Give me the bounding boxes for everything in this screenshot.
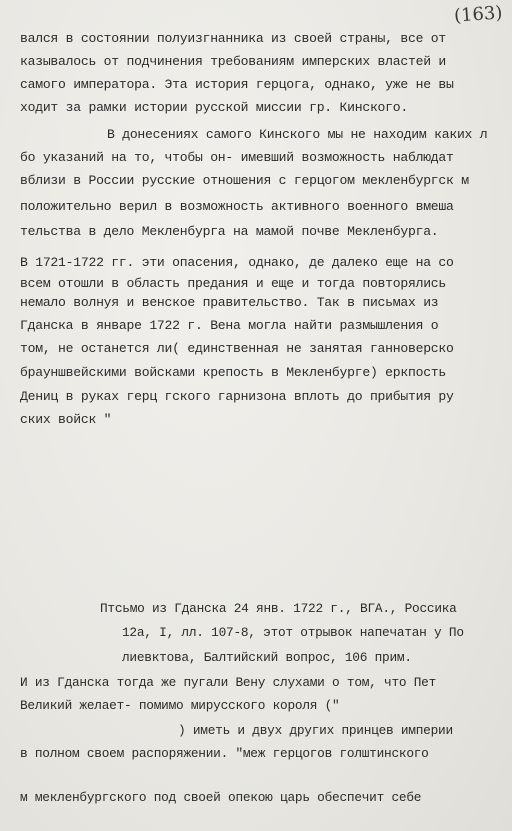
text-line-15: брауншвейскими войсками крепость в Мекленбурге) еркпость: [20, 365, 447, 380]
footnote-line-4: И из Гданска тогда же пугали Вену слухами о том, что Пет: [20, 675, 437, 690]
text-line-4: ходит за рамки истории русской миссии гр. Кинского.: [20, 100, 408, 115]
text-line-12: немало волнуя и венское правительство. Так в письмах из: [20, 295, 439, 310]
text-line-1: вался в состоянии полуизгнанника из своей страны, все от: [20, 31, 447, 46]
text-line-11: всем отошли в область предания и еще и тогда повторялись: [20, 276, 447, 291]
text-line-14: том, не останется ли( единственная не занятая ганноверско: [20, 341, 454, 356]
page-number: (163): [452, 2, 503, 27]
footnote-line-3: лиевктова, Балтийский вопрос, 106 прим.: [122, 650, 412, 665]
text-line-2: казывалось от подчинения требованиям имперских властей и: [20, 54, 447, 69]
footnote-line-8: м мекленбургского под своей опекою царь обеспечит себе: [20, 790, 422, 805]
text-line-6: бо указаний на то, чтобы он- имевший возможность наблюдат: [20, 150, 454, 165]
text-line-7: вблизи в России русские отношения с герцогом мекленбургск м: [20, 173, 469, 188]
text-line-13: Гданска в январе 1722 г. Вена могла найти размышления о: [20, 318, 439, 333]
text-line-3: самого императора. Эта история герцога, однако, уже не вы: [20, 77, 454, 92]
text-line-10: В 1721-1722 гг. эти опасения, однако, де далеко еще на со: [20, 255, 454, 270]
text-line-16: Дениц в руках герц гского гарнизона вплоть до прибытия ру: [20, 389, 454, 404]
text-line-17: ских войск ": [20, 412, 112, 427]
text-line-5: В донесениях самого Кинского мы не находим каких л: [107, 127, 488, 142]
text-line-8: положительно верил в возможность активного военного вмеша: [20, 199, 454, 214]
footnote-line-5: Великий желает- помимо мирусского короля (": [20, 698, 340, 713]
footnote-line-6: ) иметь и двух других принцев империи: [178, 723, 453, 738]
footnote-line-7: в полном своем распоряжении. "меж герцогов голштинского: [20, 746, 429, 761]
footnote-line-1: Птсьмо из Гданска 24 янв. 1722 г., ВГА., Россика: [100, 601, 457, 616]
text-line-9: тельства в дело Мекленбурга на мамой почве Мекленбурга.: [20, 224, 439, 239]
footnote-line-2: 12а, I, лл. 107-8, этот отрывок напечатан у По: [122, 625, 464, 640]
